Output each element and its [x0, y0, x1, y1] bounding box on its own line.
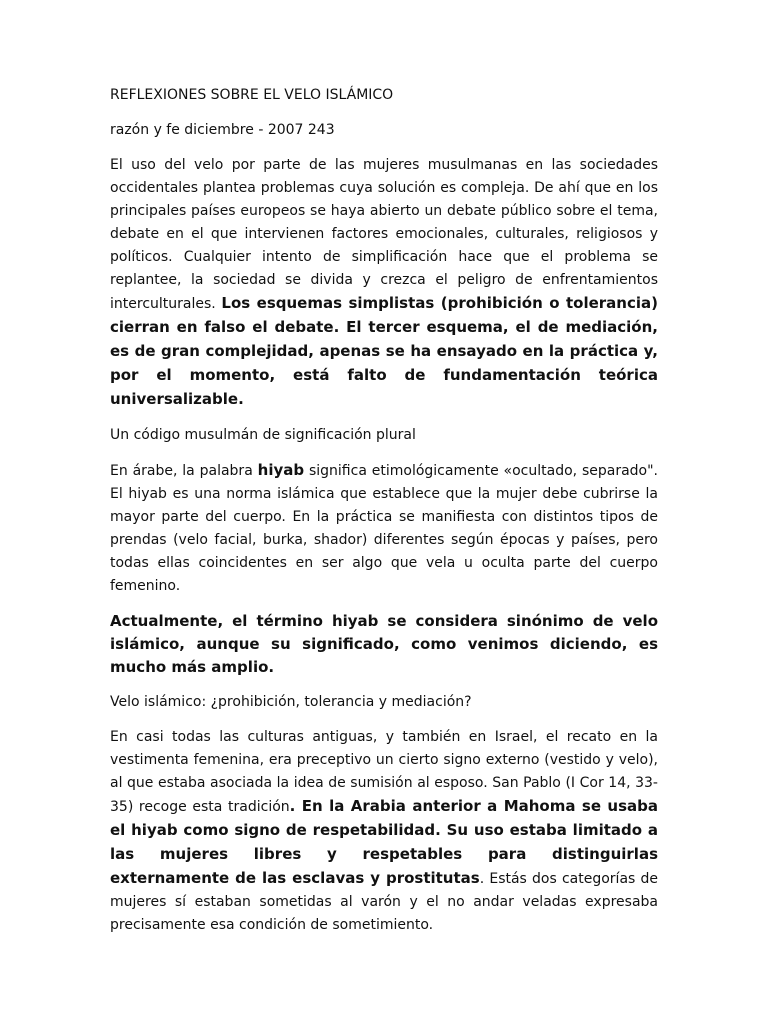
paragraph-actualmente: Actualmente, el término hiyab se considera sinónimo de velo islámico, aunque su significado, como venimos diciendo, es mucho más amplio.: [110, 612, 658, 676]
paragraph-culturas-after: . Estás dos categorías de mujeres sí estaban sometidas al varón y el no andar veladas expresaba precisamente esa condición de sometimiento.: [110, 871, 658, 933]
document-page: [110, 84, 658, 949]
paragraph-culturas: [110, 726, 658, 937]
document-title: REFLEXIONES SOBRE EL VELO ISLÁMICO: [110, 87, 394, 103]
section-heading-velo: Velo islámico: ¿prohibición, tolerancia y mediación?: [110, 694, 472, 710]
paragraph-culturas-before: En casi todas las culturas antiguas, y también en Israel, el recato en la vestimenta femenina, era preceptivo un cierto signo externo (vestido y velo), al que estaba asociada la idea de sumisión al esposo. San Pablo (I Cor 14, 33-35) recoge esta tradición: [110, 729, 658, 815]
paragraph-hiyab-term: hiyab: [257, 461, 305, 479]
document-source: razón y fe diciembre - 2007 243: [110, 122, 335, 138]
paragraph-hiyab: [110, 459, 658, 598]
paragraph-hiyab-before: En árabe, la palabra: [110, 463, 258, 479]
paragraph-intro-bold: Los esquemas simplistas (prohibición o tolerancia) cierran en falso el debate. El tercer esquema, el de mediación, es de gran complejidad, apenas se ha ensayado en la práctica y, por el momento, está falto de fundamentación teórica universalizable.: [110, 294, 658, 408]
section-heading-codigo: Un código musulmán de significación plural: [110, 427, 416, 443]
paragraph-hiyab-after: significa etimológicamente «ocultado, separado". El hiyab es una norma islámica que establece que la mujer debe cubrirse la mayor parte del cuerpo. En la práctica se manifiesta con distintos tipos de prendas (velo facial, burka, shador) diferentes según épocas y países, pero todas ellas coincidentes en ser algo que vela u oculta parte del cuerpo femenino.: [110, 463, 658, 594]
paragraph-intro-text: El uso del velo por parte de las mujeres musulmanas en las sociedades occidentales plantea problemas cuya solución es compleja. De ahí que en los principales países europeos se haya abierto un debate público sobre el tema, debate en el que intervienen factores emocionales, culturales, religiosos y políticos. Cualquier intento de simplificación hace que el problema se replantee, la sociedad se divida y crezca el peligro de enfrentamientos interculturales.: [110, 157, 658, 312]
paragraph-culturas-bold: . En la Arabia anterior a Mahoma se usaba el hiyab como signo de respetabilidad. Su uso estaba limitado a las mujeres libres y respetables para distinguirlas externamente de las esclavas y prostitutas: [110, 797, 659, 887]
paragraph-intro: [110, 154, 658, 412]
